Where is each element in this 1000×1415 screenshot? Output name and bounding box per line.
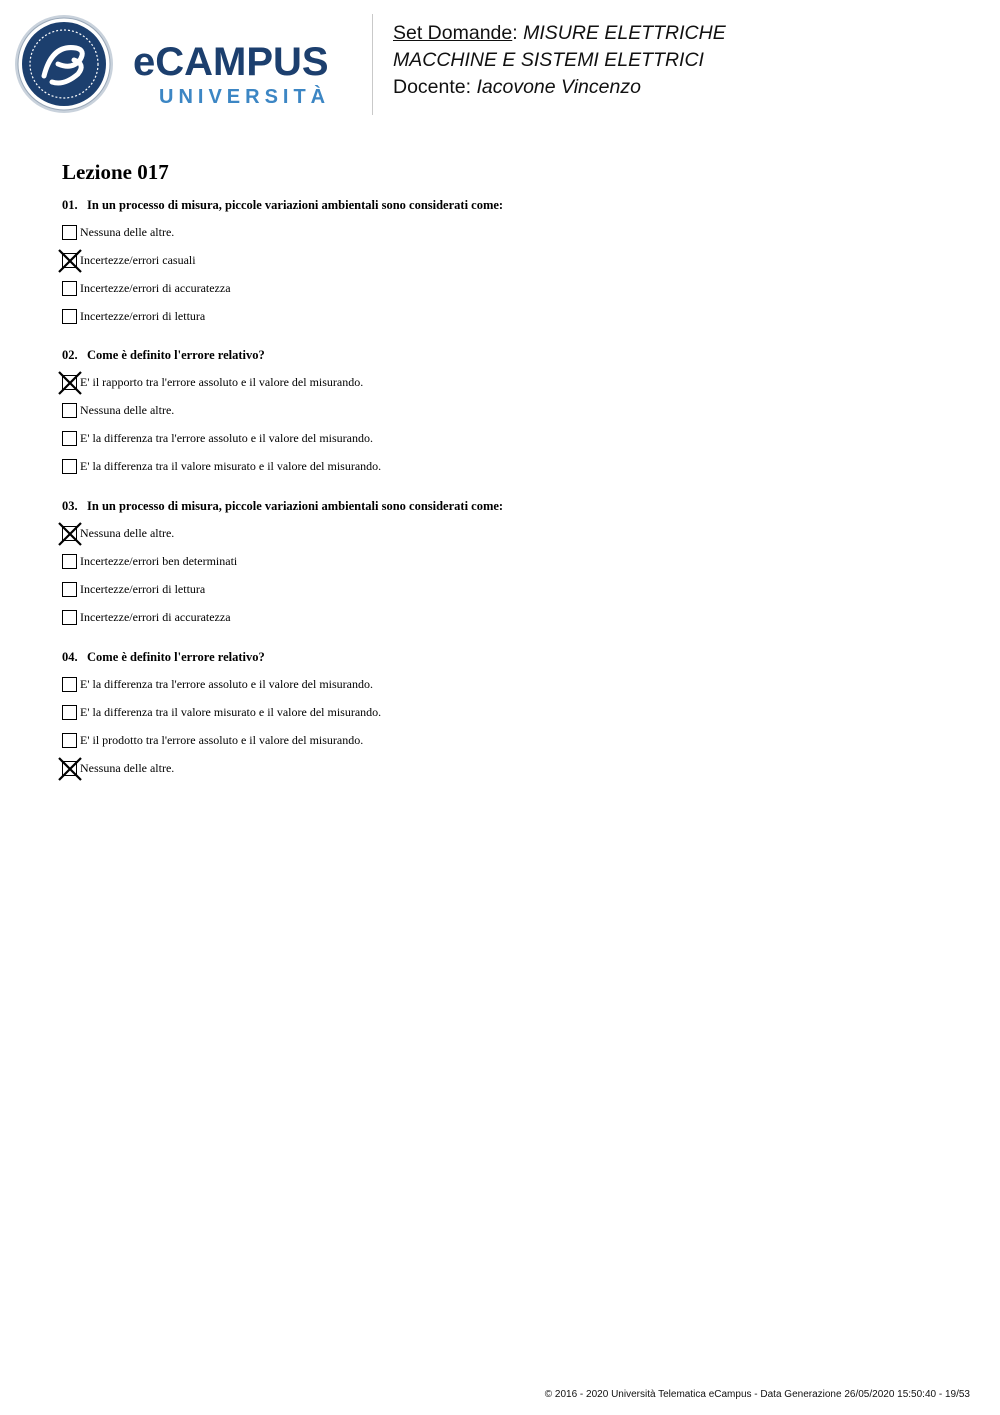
question-number: 03. — [62, 499, 78, 513]
question-1 — [62, 198, 503, 213]
question-text: In un processo di misura, piccole variazioni ambientali sono considerati come: — [87, 499, 504, 513]
course-line-2: MACCHINE E SISTEMI ELETTRICI — [393, 49, 704, 71]
option-label: E' il rapporto tra l'errore assoluto e il valore del misurando. — [80, 375, 364, 389]
ecampus-wordmark — [133, 42, 355, 112]
set-label: Set Domande — [393, 22, 513, 44]
option-label: Incertezze/errori di accuratezza — [80, 610, 231, 624]
page-footer: © 2016 - 2020 Università Telematica eCampus - Data Generazione 26/05/2020 15:50:40 - 19/53 — [544, 1389, 970, 1400]
checkbox[interactable] — [62, 733, 77, 748]
header-divider — [372, 14, 373, 115]
teacher-name: Iacovone Vincenzo — [476, 76, 641, 98]
option-label: E' il prodotto tra l'errore assoluto e il valore del misurando. — [80, 733, 364, 747]
option-label: E' la differenza tra l'errore assoluto e il valore del misurando. — [80, 677, 373, 691]
option-label: Nessuna delle altre. — [80, 403, 175, 417]
option-label: Nessuna delle altre. — [80, 526, 175, 540]
option-label: E' la differenza tra il valore misurato e il valore del misurando. — [80, 705, 382, 719]
question-number: 02. — [62, 348, 78, 362]
question-2 — [62, 348, 265, 363]
logo-sub: UNIVERSITÀ — [159, 86, 331, 108]
question-4 — [62, 650, 265, 665]
teacher-label: Docente: — [393, 76, 472, 98]
checkbox[interactable] — [62, 459, 77, 474]
option-label: Incertezze/errori casuali — [80, 253, 196, 267]
university-seal-logo — [14, 14, 114, 114]
question-text: Come è definito l'errore relativo? — [87, 348, 265, 362]
option-label: Nessuna delle altre. — [80, 225, 175, 239]
question-number: 01. — [62, 198, 78, 212]
checkbox[interactable] — [62, 403, 77, 418]
checkbox-checked[interactable] — [62, 526, 77, 541]
checkbox[interactable] — [62, 431, 77, 446]
option-label: Incertezze/errori di accuratezza — [80, 281, 231, 295]
checkbox-checked[interactable] — [62, 253, 77, 268]
question-text: Come è definito l'errore relativo? — [87, 650, 265, 664]
checkbox[interactable] — [62, 309, 77, 324]
course-line-1: MISURE ELETTRICHE — [523, 22, 726, 44]
checkbox[interactable] — [62, 705, 77, 720]
option-label: Nessuna delle altre. — [80, 761, 175, 775]
option-label: Incertezze/errori di lettura — [80, 582, 206, 596]
set-line: Set Domande: MISURE ELETTRICHE — [393, 22, 726, 44]
lesson-title: Lezione 017 — [62, 160, 169, 184]
checkbox[interactable] — [62, 225, 77, 240]
question-3 — [62, 499, 503, 514]
header-info — [393, 20, 726, 101]
question-number: 04. — [62, 650, 78, 664]
logo-word: eCAMPUS — [133, 40, 329, 84]
question-text: In un processo di misura, piccole variazioni ambientali sono considerati come: — [87, 198, 504, 212]
checkbox-checked[interactable] — [62, 761, 77, 776]
checkbox[interactable] — [62, 677, 77, 692]
option-label: Incertezze/errori di lettura — [80, 309, 206, 323]
teacher-line — [393, 74, 726, 101]
checkbox[interactable] — [62, 582, 77, 597]
checkbox[interactable] — [62, 610, 77, 625]
checkbox[interactable] — [62, 281, 77, 296]
option-label: E' la differenza tra l'errore assoluto e il valore del misurando. — [80, 431, 373, 445]
option-label: Incertezze/errori ben determinati — [80, 554, 238, 568]
checkbox-checked[interactable] — [62, 375, 77, 390]
option-label: E' la differenza tra il valore misurato e il valore del misurando. — [80, 459, 382, 473]
course-line-2-row — [393, 47, 726, 74]
checkbox[interactable] — [62, 554, 77, 569]
